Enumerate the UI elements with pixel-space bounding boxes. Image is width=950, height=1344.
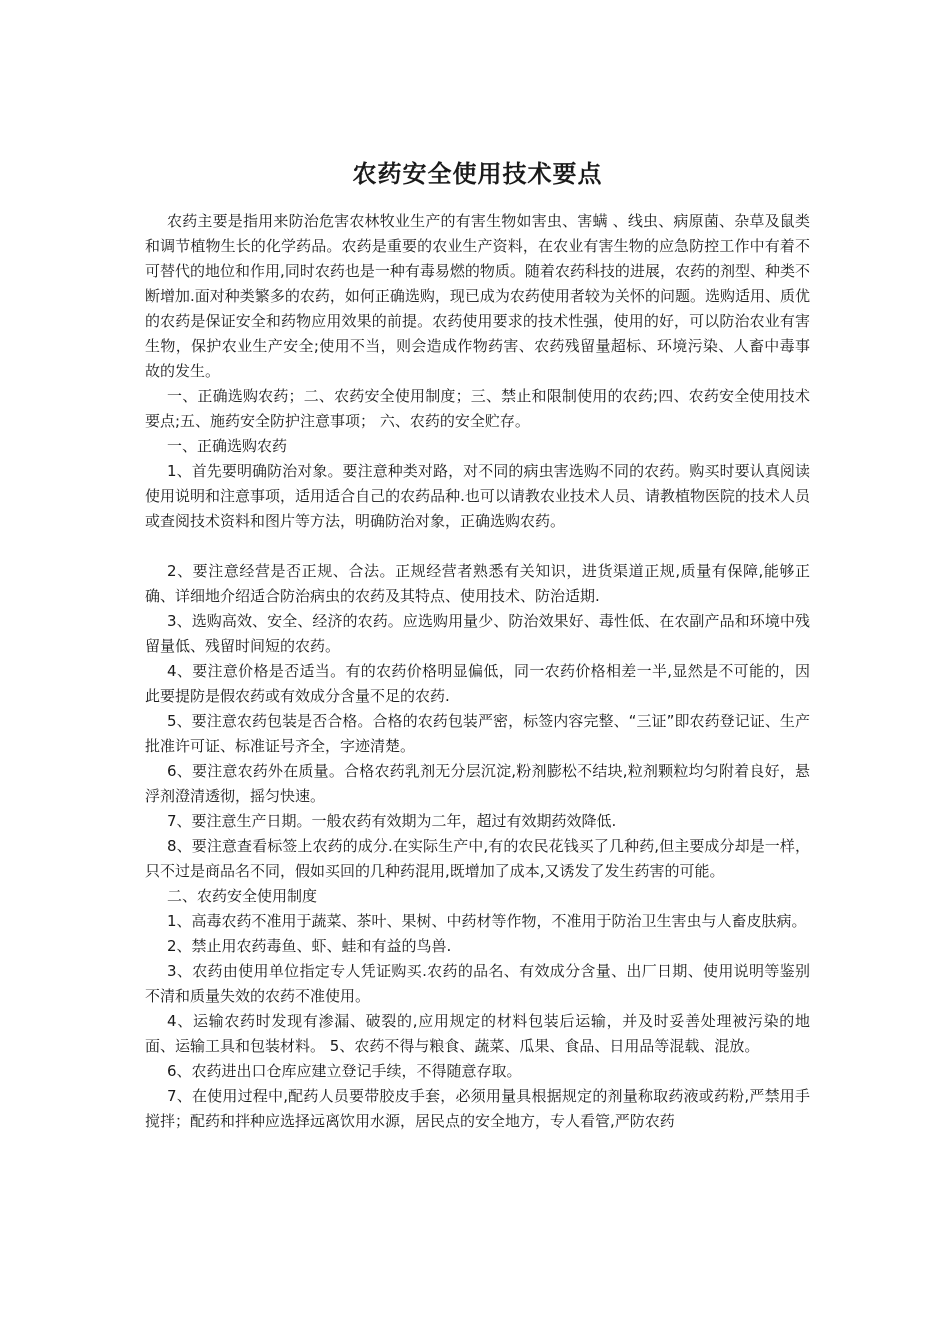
section-heading-2: 二、农药安全使用制度 xyxy=(167,887,318,905)
list-item: 4、要注意价格是否适当。有的农药价格明显偏低，同一农药价格相差一半,显然是不可能的，因此要提防是假农药或有效成分含量不足的农药. xyxy=(145,662,810,705)
list-item: 8、要注意查看标签上农药的成分.在实际生产中,有的农民花钱买了几种药,但主要成分却是一样，只不过是商品名不同，假如买回的几种药混用,既增加了成本,又诱发了发生药害的可能。 xyxy=(145,837,810,880)
list-item: 4、运输农药时发现有渗漏、破裂的,应用规定的材料包装后运输，并及时妥善处理被污染的地面、运输工具和包装材料。 5、农药不得与粮食、蔬菜、瓜果、食品、日用品等混载、混放。 xyxy=(145,1012,810,1055)
list-item: 1、首先要明确防治对象。要注意种类对路，对不同的病虫害选购不同的农药。购买时要认真阅读使用说明和注意事项，适用适合自己的农药品种.也可以请教农业技术人员、请教植物医院的技术人员或查阅技术资料和图片等方法，明确防治对象，正确选购农药。 xyxy=(145,462,810,530)
list-item: 3、农药由使用单位指定专人凭证购买.农药的品名、有效成分含量、出厂日期、使用说明等鉴别不清和质量失效的农药不准使用。 xyxy=(145,962,810,1005)
list-item: 2、要注意经营是否正规、合法。正规经营者熟悉有关知识，进货渠道正规,质量有保障,能够正确、详细地介绍适合防治病虫的农药及其特点、使用技术、防治适期. xyxy=(145,562,810,605)
outline-paragraph: 一、正确选购农药；二、农药安全使用制度；三、禁止和限制使用的农药;四、农药安全使用技术要点;五、施药安全防护注意事项； 六、农药的安全贮存。 xyxy=(145,387,810,430)
intro-paragraph: 农药主要是指用来防治危害农林牧业生产的有害生物如害虫、害螨 、线虫、病原菌、杂草及鼠类和调节植物生长的化学药品。农药是重要的农业生产资料，在农业有害生物的应急防控工作中有着不可替代的地位和作用,同时农药也是一种有毒易燃的物质。随着农药科技的进展，农药的剂型、种类不断增加.面对种类繁多的农药，如何正确选购，现已成为农药使用者较为关怀的问题。选购适用、质优的农药是保证安全和药物应用效果的前提。农药使用要求的技术性强，使用的好，可以防治农业有害生物，保护农业生产安全;使用不当，则会造成作物药害、农药残留量超标、环境污染、人畜中毒事故的发生。 xyxy=(145,212,810,380)
list-item: 3、选购高效、安全、经济的农药。应选购用量少、防治效果好、毒性低、在农副产品和环境中残留量低、残留时间短的农药。 xyxy=(145,612,810,655)
list-item: 2、禁止用农药毒鱼、虾、蛙和有益的鸟兽. xyxy=(167,937,452,955)
list-item: 5、要注意农药包装是否合格。合格的农药包装严密，标签内容完整、“三证”即农药登记证、生产批准许可证、标准证号齐全，字迹清楚。 xyxy=(145,712,810,755)
list-item: 7、在使用过程中,配药人员要带胶皮手套，必须用量具根据规定的剂量称取药液或药粉,严禁用手搅拌；配药和拌种应选择远离饮用水源，居民点的安全地方，专人看管,严防农药 xyxy=(145,1087,810,1130)
list-item: 6、要注意农药外在质量。合格农药乳剂无分层沉淀,粉剂膨松不结块,粒剂颗粒均匀附着良好，悬浮剂澄清透彻，摇匀快速。 xyxy=(145,762,810,805)
document-page xyxy=(145,150,810,1134)
list-item: 7、要注意生产日期。一般农药有效期为二年，超过有效期药效降低. xyxy=(167,812,617,830)
section-heading-1: 一、正确选购农药 xyxy=(167,437,288,455)
list-item: 1、高毒农药不准用于蔬菜、茶叶、果树、中药材等作物，不准用于防治卫生害虫与人畜皮肤病。 xyxy=(167,912,807,930)
blank-line xyxy=(145,534,810,559)
list-item: 6、农药进出口仓库应建立登记手续，不得随意存取。 xyxy=(167,1062,522,1080)
document-title: 农药安全使用技术要点 xyxy=(352,160,603,188)
